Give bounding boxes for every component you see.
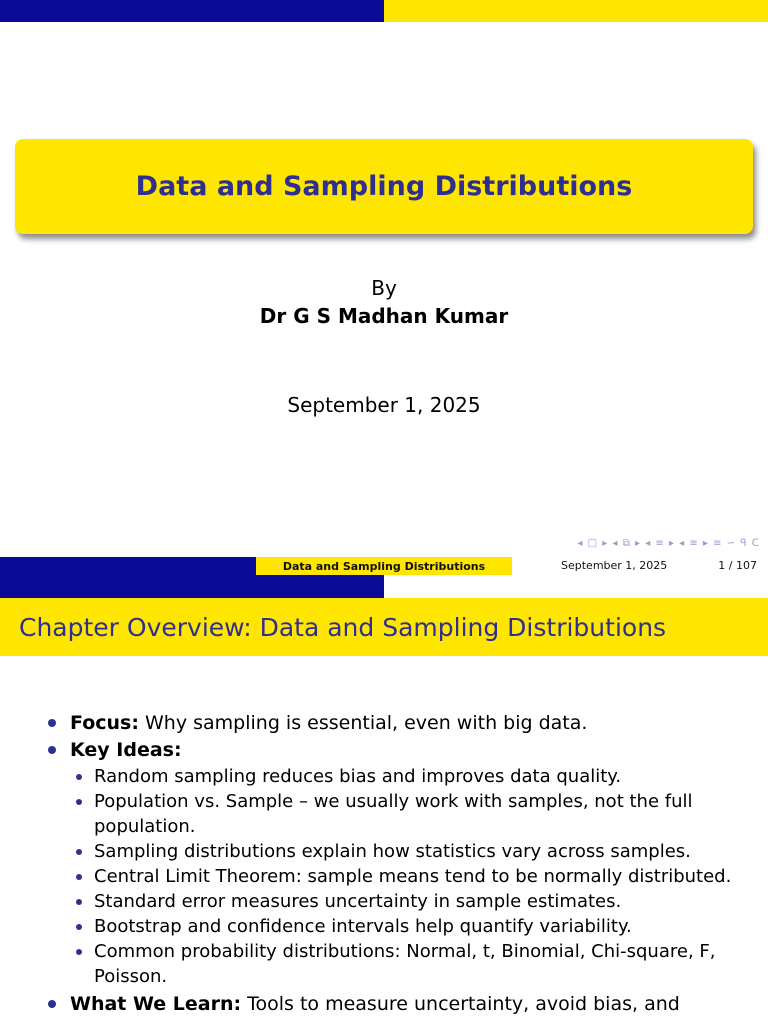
list-item — [48, 738, 748, 989]
sub-list-item: Random sampling reduces bias and improves data quality. — [70, 764, 748, 789]
frame-title: Chapter Overview: Data and Sampling Distributions — [19, 612, 667, 642]
slide2-top-stripe-white — [384, 575, 768, 598]
author-name: Dr G S Madhan Kumar — [259, 304, 509, 328]
sub-list-item: Sampling distributions explain how statistics vary across samples. — [70, 839, 748, 864]
footer-date: September 1, 2025 — [561, 559, 668, 572]
bullet-text: Why sampling is essential, even with big data. — [138, 712, 588, 734]
bullet-label: What We Learn: — [70, 993, 242, 1015]
footer-bar — [0, 557, 768, 575]
navigation-icons[interactable]: ◂ □ ▸ ◂ ⧉ ▸ ◂ ≡ ▸ ◂ ≡ ▸ ≡ ∽ ᑫ ᑕ — [577, 538, 760, 549]
footer-blue-block — [0, 557, 256, 575]
footer-title-block — [256, 557, 512, 575]
slide2-top-stripe — [0, 575, 768, 598]
sub-list-item: Bootstrap and confidence intervals help quantify variability. — [70, 914, 748, 939]
by-label: By — [371, 276, 397, 300]
sub-list-item: Standard error measures uncertainty in sample estimates. — [70, 889, 748, 914]
frame-title-bar — [0, 598, 768, 656]
presentation-title: Data and Sampling Distributions — [135, 171, 633, 202]
list-item — [48, 711, 748, 735]
overview-slide — [0, 575, 768, 1024]
key-ideas-list — [70, 764, 748, 989]
title-box — [15, 139, 753, 234]
footer-title: Data and Sampling Distributions — [282, 559, 486, 573]
sub-list-item: Population vs. Sample – we usually work with samples, not the full population. — [70, 789, 748, 839]
bullet-label: Key Ideas: — [70, 739, 182, 761]
footer-page-number: 1 / 107 — [718, 559, 757, 572]
overview-list — [48, 711, 748, 1019]
bullet-label: Focus: — [70, 712, 139, 734]
slide2-top-stripe-blue — [0, 575, 384, 598]
top-stripe-blue — [0, 0, 384, 22]
top-stripe-yellow — [384, 0, 768, 22]
bullet-text: Tools to measure uncertainty, avoid bias, and — [241, 993, 680, 1015]
sub-list-item: Common probability distributions: Normal, t, Binomial, Chi-square, F, Poisson. — [70, 939, 748, 989]
sub-list-item: Central Limit Theorem: sample means tend to be normally distributed. — [70, 864, 748, 889]
presentation-date: September 1, 2025 — [287, 393, 481, 417]
list-item — [48, 992, 748, 1016]
top-stripe — [0, 0, 768, 22]
